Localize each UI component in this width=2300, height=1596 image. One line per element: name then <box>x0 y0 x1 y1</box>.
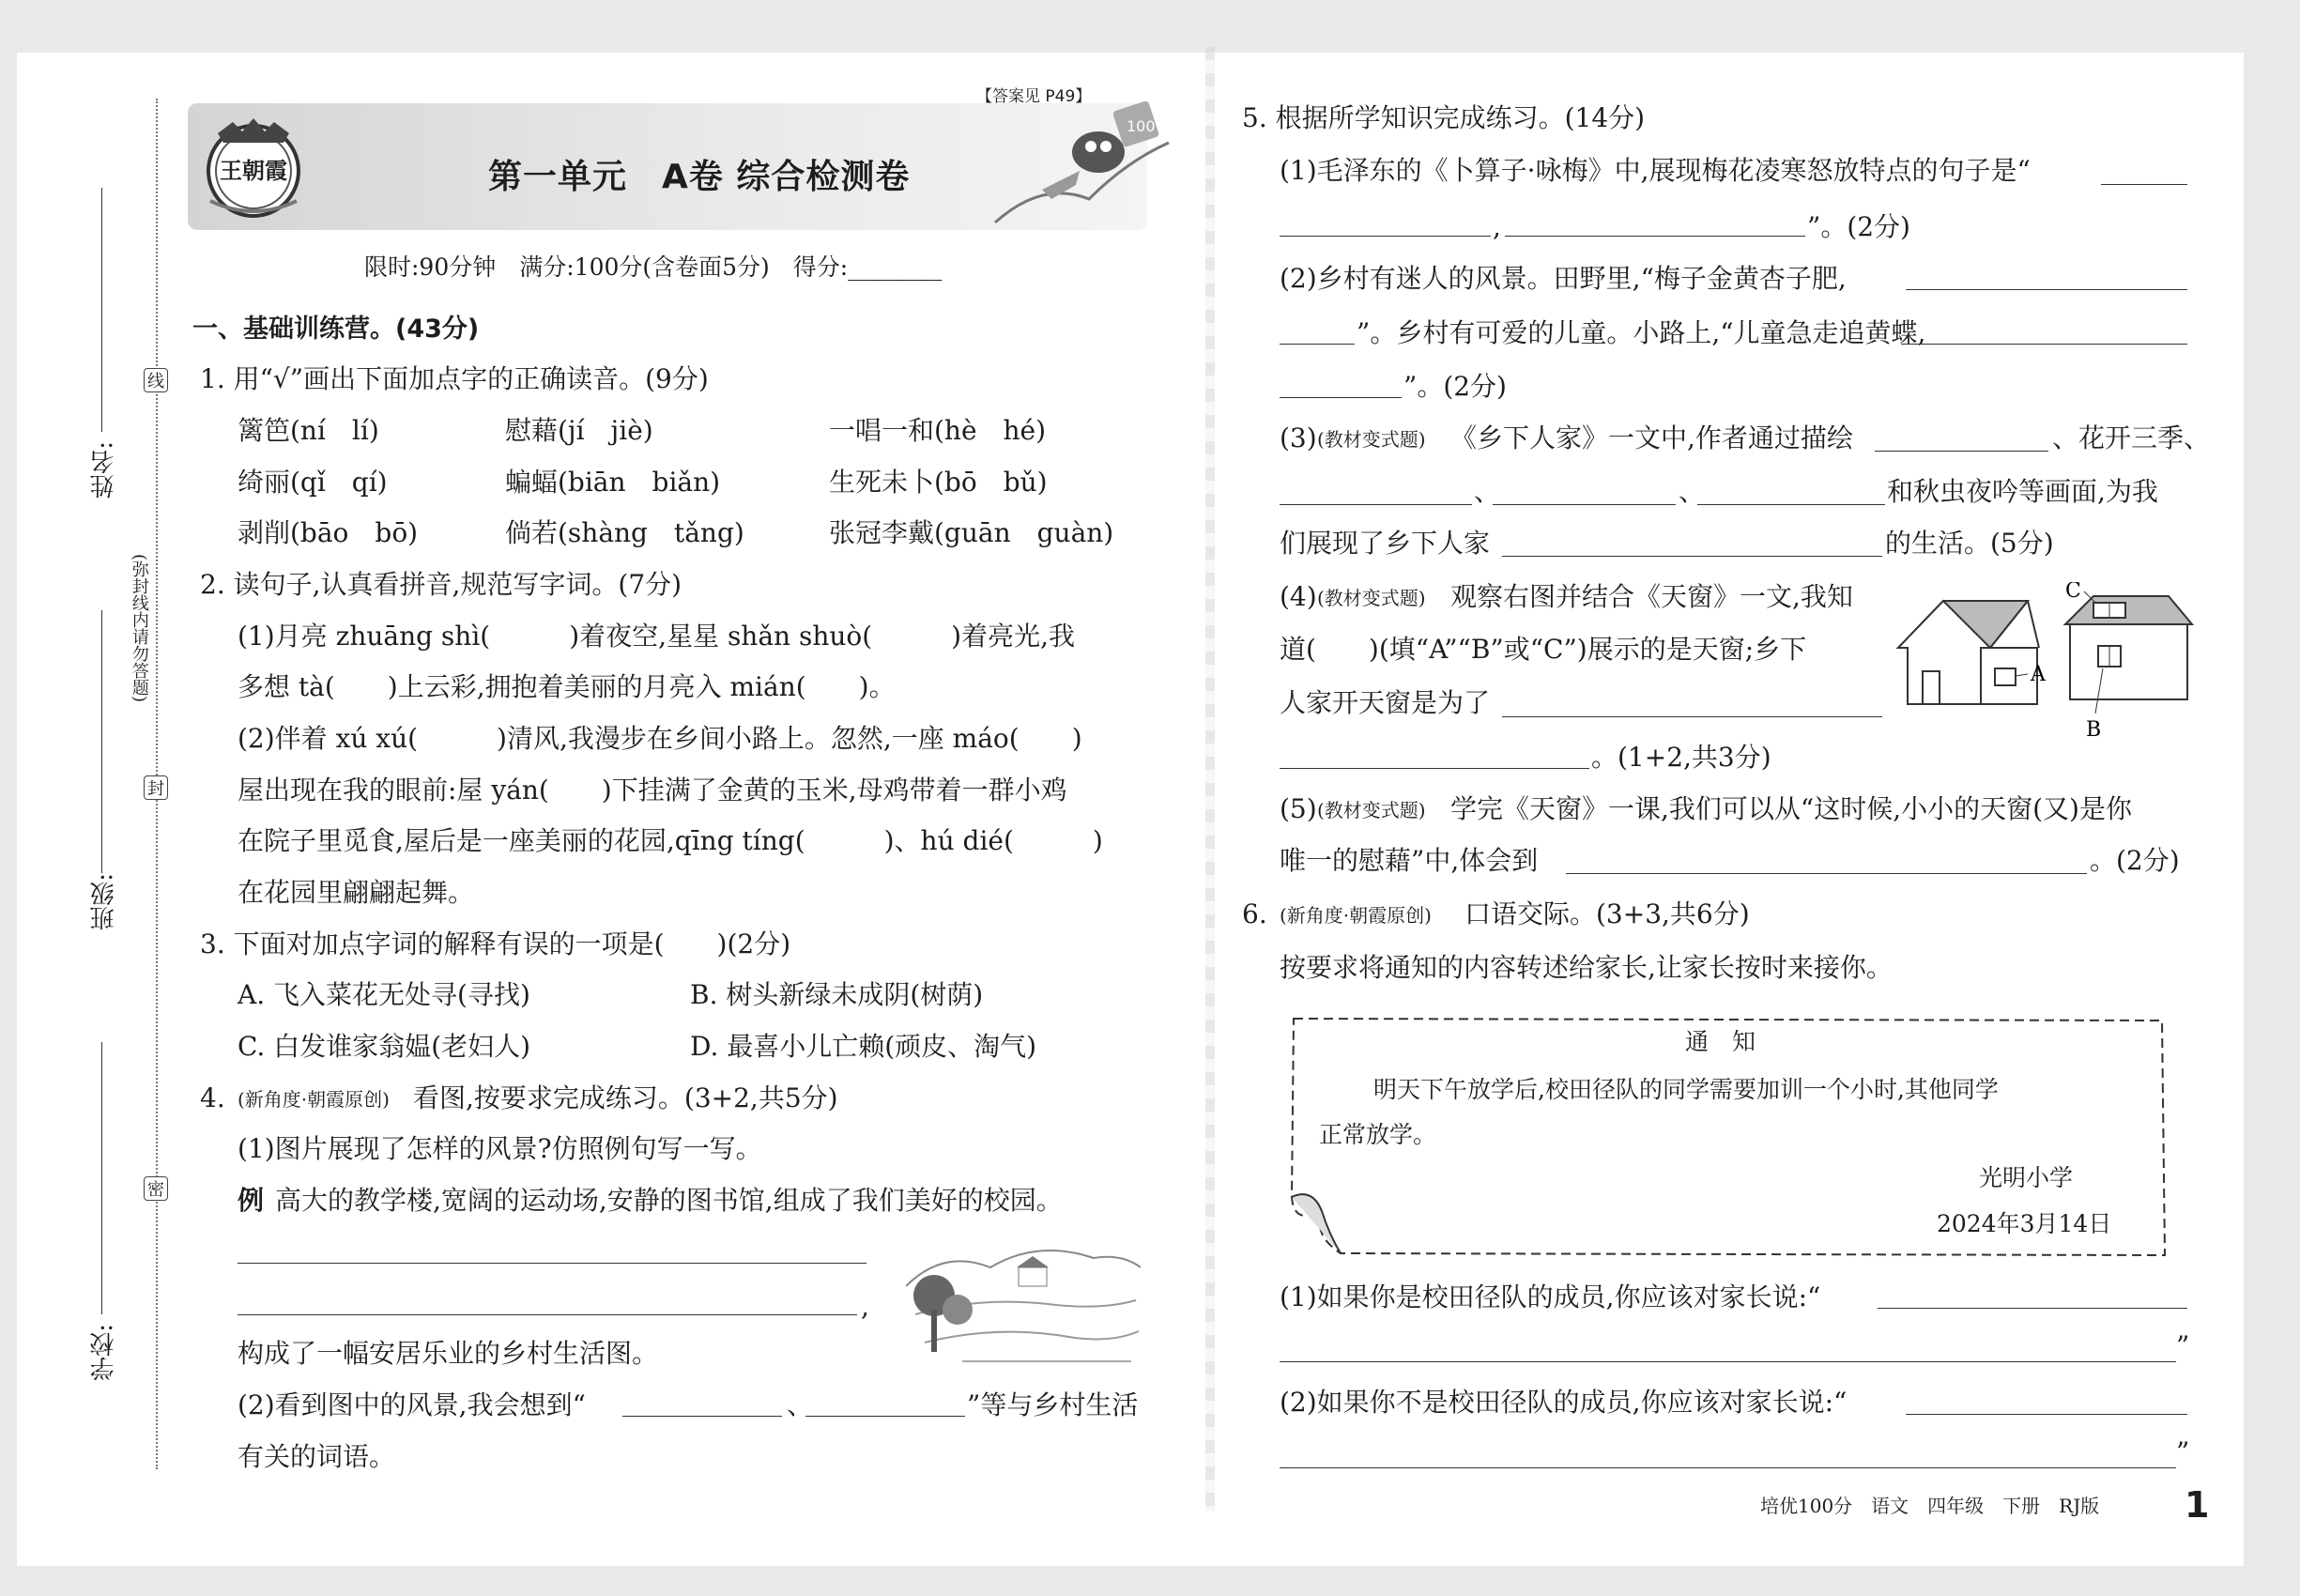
q5-line5-number: (5) <box>1280 793 1317 824</box>
notice-sign: 光明小学 <box>1979 1164 2074 1191</box>
q2-line[interactable]: 在院子里觅食,屋后是一座美丽的花园,qīng tíng( )、hú dié( ) <box>238 825 1103 856</box>
q5-sep: 、 <box>1679 476 1706 507</box>
q1-stem: 1. 用“√”画出下面加点字的正确读音。(9分) <box>200 363 709 394</box>
q3-option-c[interactable]: C. 白发谁家翁媪(老妇人) <box>238 1031 531 1062</box>
q4-example-label: 例 <box>238 1185 265 1216</box>
page-fold <box>1205 47 1215 1512</box>
q2-line[interactable]: 屋出现在我的眼前:屋 yán( )下挂满了金黄的玉米,母鸡带着一群小鸡 <box>238 775 1067 806</box>
q2-stem: 2. 读句子,认真看拼音,规范写字词。(7分) <box>200 569 682 600</box>
q4-sub2-tail: ”等与乡村生活 <box>967 1389 1139 1420</box>
q5-line3-mid: 、花开三季、 <box>2052 422 2211 453</box>
section-heading: 一、基础训练营。(43分) <box>192 315 480 344</box>
q1-item[interactable]: 张冠李戴(guān guàn) <box>829 517 1114 548</box>
q5-line3-number: (3) <box>1280 422 1317 453</box>
q5-line3-cont: 们展现了乡下人家 <box>1280 528 1491 559</box>
school-label: 学校: <box>90 1324 118 1381</box>
q4-separator: 、 <box>787 1389 814 1420</box>
q5-stem: 5. 根据所学知识完成练习。(14分) <box>1242 102 1646 133</box>
q6-sub2: (2)如果你不是校田径队的成员,你应该对家长说:“ <box>1280 1387 1848 1418</box>
q1-item[interactable]: 生死未卜(bō bǔ) <box>829 467 1048 498</box>
class-label: 班级: <box>90 873 118 930</box>
seal-mark-line: 线 <box>144 368 168 392</box>
q6-stem: 口语交际。(3+3,共6分) <box>1464 898 1750 929</box>
page-title: 第一单元 A卷 综合检测卷 <box>488 158 911 196</box>
q5-line4-end: 。(1+2,共3分) <box>1591 742 1771 773</box>
class-blank[interactable] <box>101 610 102 873</box>
q5-line1: (1)毛泽东的《卜算子·咏梅》中,展现梅花凌寒怒放特点的句子是“ <box>1280 155 2031 186</box>
exam-meta: 限时:90分钟 满分:100分(含卷面5分) 得分:________ <box>364 253 943 281</box>
q6-answer-line[interactable] <box>1280 1361 2176 1362</box>
footer-info: 培优100分 语文 四年级 下册 RJ版 <box>1760 1495 2100 1517</box>
q1-item[interactable]: 绮丽(qǐ qí) <box>238 467 388 498</box>
q5-sep: 、 <box>1474 476 1501 507</box>
q5-blank[interactable] <box>1906 289 2187 290</box>
q5-comma: , <box>1493 211 1501 242</box>
q4-word-blank[interactable] <box>622 1416 782 1417</box>
notice-body: 明天下午放学后,校田径队的同学需要加训一个小时,其他同学 <box>1373 1076 1999 1103</box>
q5-line3-end: 的生活。(5分) <box>1885 528 2054 559</box>
svg-text:100: 100 <box>1127 117 1156 135</box>
seal-mark-secret: 密 <box>144 1176 168 1201</box>
q5-tag: (教材变式题) <box>1317 799 1426 821</box>
q6-answer-line[interactable] <box>1906 1414 2187 1415</box>
q4-comma: , <box>861 1291 869 1322</box>
q1-item[interactable]: 蝙蝠(biān biǎn) <box>505 467 721 498</box>
q4-sub2-end: 有关的词语。 <box>238 1441 396 1472</box>
q1-item[interactable]: 篱笆(ní lí) <box>238 415 379 446</box>
q4-sub2: (2)看到图中的风景,我会想到“ <box>238 1389 586 1420</box>
notice-title: 通 知 <box>1685 1028 1756 1055</box>
q3-option-a[interactable]: A. 飞入菜花无处寻(寻找) <box>238 979 530 1010</box>
q4-example: 高大的教学楼,宽阔的运动场,安静的图书馆,组成了我们美好的校园。 <box>275 1185 1063 1216</box>
q4-answer-line[interactable] <box>238 1314 857 1315</box>
q1-item[interactable]: 一唱一和(hè hé) <box>829 415 1047 446</box>
q5-blank[interactable] <box>1901 344 2187 345</box>
q6-sub1: (1)如果你是校田径队的成员,你应该对家长说:“ <box>1280 1281 1821 1312</box>
svg-text:王朝霞: 王朝霞 <box>220 157 287 184</box>
q1-item[interactable]: 慰藉(jí jiè) <box>505 415 653 446</box>
q5-line5: 学完《天窗》一课,我们可以从“这时候,小小的天窗(又)是你 <box>1450 793 2132 824</box>
q4-answer-line[interactable] <box>238 1263 866 1264</box>
q6-intro: 按要求将通知的内容转述给家长,让家长按时来接你。 <box>1280 952 1893 983</box>
q4-number: 4. <box>200 1082 225 1113</box>
q5-tag: (教材变式题) <box>1317 428 1426 451</box>
q4-stem: 看图,按要求完成练习。(3+2,共5分) <box>413 1082 838 1113</box>
q5-line2-mid: ”。乡村有可爱的儿童。小路上,“儿童急走追黄蝶, <box>1357 317 1926 348</box>
q5-line4: 观察右图并结合《天窗》一文,我知 <box>1450 581 1853 612</box>
q2-line[interactable]: 多想 tà( )上云彩,拥抱着美丽的月亮入 mián( )。 <box>238 671 896 702</box>
page-number: 1 <box>2185 1484 2210 1526</box>
q5-blank[interactable] <box>1493 504 1676 505</box>
q1-item[interactable]: 倘若(shàng tǎng) <box>505 517 744 548</box>
q5-blank[interactable] <box>2101 184 2187 185</box>
name-label: 姓名: <box>90 441 118 499</box>
q5-tag: (教材变式题) <box>1317 587 1426 609</box>
q5-blank[interactable] <box>1502 556 1882 557</box>
q5-blank[interactable] <box>1875 451 2048 452</box>
houses-illustration <box>1887 582 2197 746</box>
q3-option-b[interactable]: B. 树头新绿未成阴(树荫) <box>690 979 984 1010</box>
logo-icon <box>197 111 310 223</box>
q6-close-quote: ” <box>2176 1436 2190 1467</box>
q5-blank[interactable] <box>1566 873 2087 874</box>
village-illustration <box>906 1230 1141 1371</box>
q5-blank[interactable] <box>1280 397 1402 398</box>
q5-blank[interactable] <box>1505 236 1805 237</box>
q5-blank[interactable] <box>1280 236 1491 237</box>
q2-line[interactable]: (2)伴着 xú xú( )清风,我漫步在乡间小路上。忽然,一座 máo( ) <box>238 723 1082 754</box>
q4-tag: (新角度·朝霞原创) <box>238 1088 390 1111</box>
q4-word-blank[interactable] <box>805 1416 965 1417</box>
q1-item[interactable]: 剥削(bāo bō) <box>238 517 419 548</box>
q4-sub1: (1)图片展现了怎样的风景?仿照例句写一写。 <box>238 1133 762 1164</box>
q5-blank[interactable] <box>1280 504 1472 505</box>
school-blank[interactable] <box>101 1042 102 1314</box>
svg-text:B: B <box>2086 718 2102 742</box>
q2-line[interactable]: (1)月亮 zhuāng shì( )着夜空,星星 shǎn shuò( )着亮光,我 <box>238 621 1076 652</box>
q5-line2: (2)乡村有迷人的风景。田野里,“梅子金黄杏子肥, <box>1280 263 1847 294</box>
seal-note: (弥封线内请勿答题) <box>129 554 149 703</box>
notice-body: 正常放学。 <box>1319 1121 1437 1148</box>
q5-line2-end: ”。(2分) <box>1403 371 1507 402</box>
q6-answer-line[interactable] <box>1878 1308 2187 1309</box>
q5-line4-b[interactable]: 道( )(填“A”“B”或“C”)展示的是天窗;乡下 <box>1280 634 1807 665</box>
q2-line: 在花园里翩翩起舞。 <box>238 877 475 908</box>
seal-mark-seal: 封 <box>144 775 168 800</box>
q5-blank[interactable] <box>1697 504 1885 505</box>
q5-line5-end: 。(2分) <box>2090 845 2180 876</box>
q3-stem[interactable]: 3. 下面对加点字词的解释有误的一项是( )(2分) <box>200 928 791 959</box>
svg-text:C: C <box>2065 582 2081 603</box>
mascot-illustration <box>986 86 1173 227</box>
notice-date: 2024年3月14日 <box>1937 1210 2112 1237</box>
q5-line4-number: (4) <box>1280 581 1317 612</box>
q6-number: 6. <box>1242 898 1267 929</box>
q5-line3-tail: 和秋虫夜吟等画面,为我 <box>1887 476 2158 507</box>
svg-text:A: A <box>2031 663 2046 686</box>
q5-line4-c: 人家开天窗是为了 <box>1280 687 1491 718</box>
q6-close-quote: ” <box>2176 1330 2190 1361</box>
q5-blank[interactable] <box>1280 768 1589 769</box>
q5-line3: 《乡下人家》一文中,作者通过描绘 <box>1450 422 1853 453</box>
q5-blank[interactable] <box>1280 344 1355 345</box>
q5-line1-end: ”。(2分) <box>1807 211 1910 242</box>
name-blank[interactable] <box>101 188 102 432</box>
q6-answer-line[interactable] <box>1280 1467 2176 1468</box>
q4-tail: 构成了一幅安居乐业的乡村生活图。 <box>238 1338 659 1369</box>
q5-line5-b: 唯一的慰藉”中,体会到 <box>1280 845 1539 876</box>
q6-tag: (新角度·朝霞原创) <box>1280 904 1432 927</box>
q5-blank[interactable] <box>1502 716 1882 717</box>
answer-reference: 【答案见 P49】 <box>976 87 1092 106</box>
q3-option-d[interactable]: D. 最喜小儿亡赖(顽皮、淘气) <box>690 1031 1037 1062</box>
